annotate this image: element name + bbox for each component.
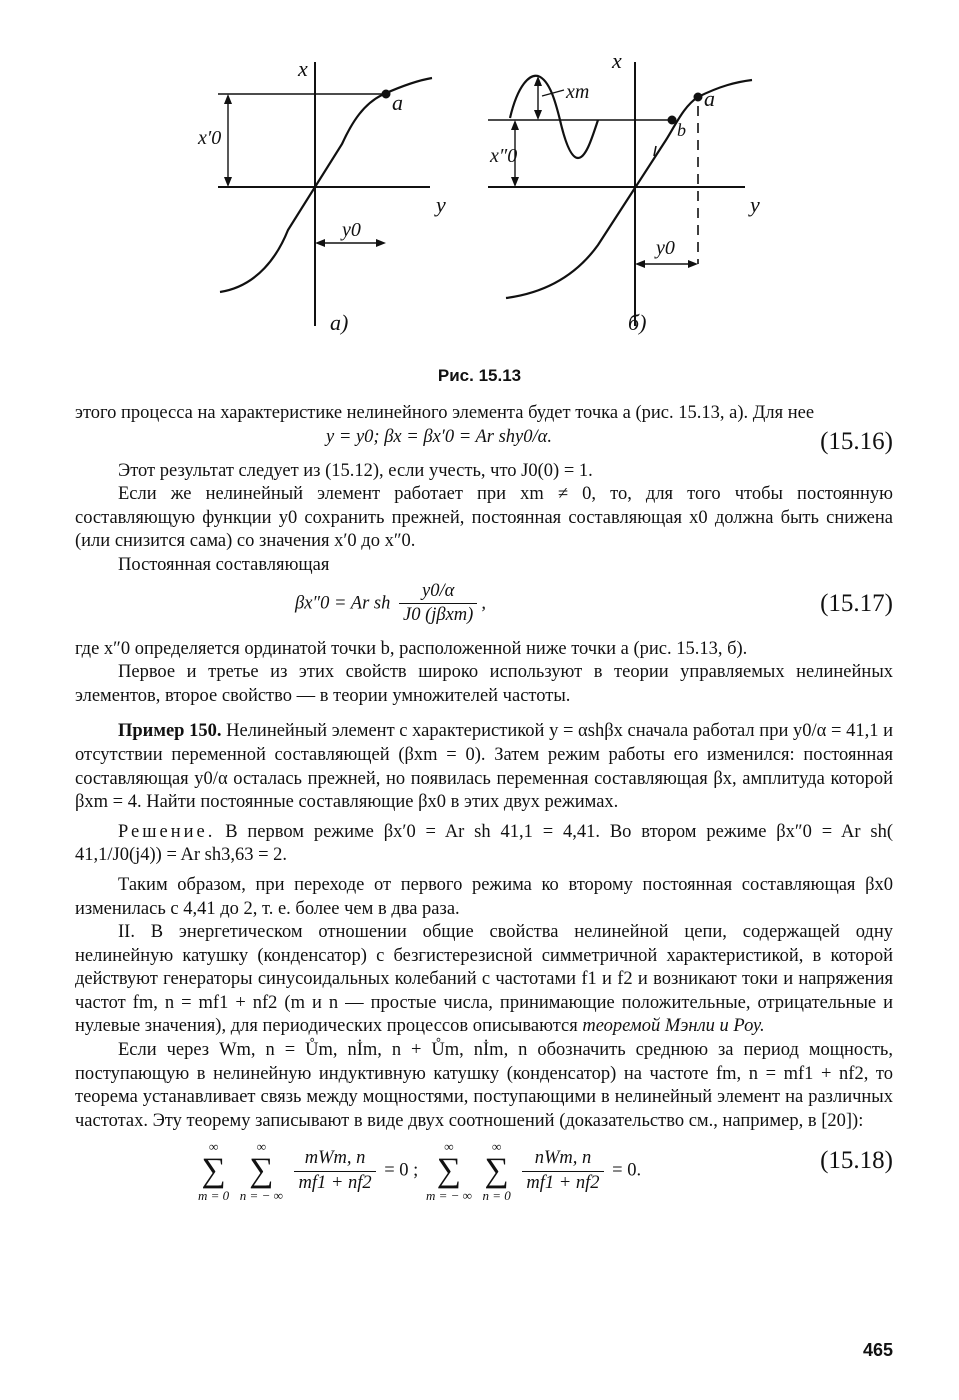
paragraph-7 [75,720,893,814]
panel-b-y0-label: y0 [656,237,675,259]
panel-b-point-b [669,117,676,124]
panel-a-point-a-label: a [392,90,403,115]
equation-15-17-fraction [399,580,477,628]
equation-15-17-tail: , [481,592,486,613]
panel-a-arrowhead-right [376,239,386,247]
equation-15-18-body [195,1139,641,1203]
paragraph-1: этого процесса на характеристике нелинейного элемента будет точка a (рис. 15.13, а). Для нее [75,403,815,423]
paragraph-2: Этот результат следует из (15.12), если учесть, что J0(0) = 1. [118,460,593,481]
panel-a-arrowhead-left [315,239,325,247]
equation-15-16 [75,426,893,460]
sum-n-inf: ∞ ∑ n = − ∞ [239,1139,283,1204]
panel-b-xm-label: xm [566,81,590,103]
sum-n-0: ∞ ∑ n = 0 [482,1139,511,1204]
panel-a-y-label: y [436,192,446,217]
paragraph-8 [75,821,893,868]
figure-caption: Рис. 15.13 [437,366,522,385]
example-body: Нелинейный элемент с характеристикой y = αshβx сначала работал при y0/α = 41,1 и отсутствии переменной составляющей (βxm = 0). Затем режим работы его изменился: постоянная составляющая y0/α осталась прежней, но появилась переменная составляющая βx, амплитуда которой βxm = 4. Найти постоянные составляющие βx0 в этих двух режимах. [75,721,893,813]
equation-15-18-eq-1: = 0 ; [384,1160,419,1181]
equation-15-17-body [295,580,486,628]
panel-b-x0-label: x″0 [490,145,518,167]
equation-15-18 [75,1133,893,1209]
equation-15-18-fraction-2: $\frac{\text{nWm, n}}{mf1 + nf2}$ [522,1147,603,1195]
panel-b-panel-label: б) [628,310,647,335]
panel-a-panel-label: а) [330,310,349,335]
panel-b-arrowhead-right [688,260,698,268]
paragraph-11: Если через Wm, n = Ům, nİm, n + Ům, nİm, n обозначить среднюю за период мощность, поступающую в нелинейную индуктивную катушку (конденсатор) на частоте fm, n = mf1 + nf2, то теорема устанавливает связь между мощностями, поступающими в нелинейный элемент на различных частотах. Эту теорему записывают в виде двух соотношений (доказательство см., например, в [20]): [75,1040,893,1131]
paragraph-9: Таким образом, при переходе от первого режима ко второму постоянная составляющая βx0 изменилась с 4,41 до 2, т. е. более чем в два раза. [75,874,893,919]
panel-b-point-a [695,94,702,101]
equation-15-17-left: βx″0 = Ar sh [295,592,391,613]
paragraph-4: Постоянная составляющая [118,554,330,575]
equation-15-18-number: (15.18) [820,1147,893,1175]
solution-body: В первом режиме βx′0 = Ar sh 41,1 = 4,41. Во втором режиме βx″0 = Ar sh( 41,1/J0(j4)) = Ar sh3,63 = 2. [75,821,893,866]
panel-b-arrowhead-down [511,177,519,187]
panel-a-x0-label: x′0 [198,127,222,149]
example-heading: Пример 150. [118,721,222,742]
equation-15-18-eq-2: = 0. [612,1160,642,1181]
paragraph-6: Первое и третье из этих свойств широко используют в теории управляемых нелинейных элементов, второе свойство — в теории умножителей частоты. [75,662,893,706]
equation-15-17 [75,578,893,638]
panel-a-x-label: x [298,56,308,81]
equation-15-16-body: y = y0; βx = βx′0 = Ar shy0/α. [326,426,552,447]
theorem-name: теоремой Мэнли и Роу. [582,1016,765,1037]
figure-15-13 [180,40,800,340]
panel-b-characteristic [506,80,752,298]
panel-b-y-label: y [750,192,760,217]
equation-15-17-numerator: y0/α [399,580,477,605]
solution-heading: Решение. [118,821,216,842]
page-text [75,402,893,1209]
paragraph-5: где x″0 определяется ординатой точки b, расположенной ниже точки a (рис. 15.13, б). [75,638,748,659]
equation-15-16-number: (15.16) [820,427,893,455]
equation-15-17-denominator: J0 (jβxm) [402,605,474,626]
sum-m-inf: ∞ ∑ m = − ∞ [425,1139,472,1204]
sum-m-0: ∞ ∑ m = 0 [198,1139,230,1204]
theorem-intro: II. В энергетическом отношении общие свойства нелинейной цепи, содержащей одну нелинейную катушку (конденсатор) с безгистерезисной симметричной характеристикой, в которой действуют генераторы синусоидальных колебаний с частотами f1 и f2 и возникают токи и напряжения частот fm, n = mf1 + nf2 (m и n — простые числа, принимающие положительные, отрицательные и нулевые значения), для периодических процессов описываются [75,922,893,1037]
equation-15-18-fraction-1: $\frac{\text{mWm, n}}{mf1 + nf2}$ [294,1147,375,1195]
paragraph-10 [75,921,893,1039]
panel-a-y0-label: y0 [342,219,361,241]
panel-b-x-label: x [612,48,622,73]
panel-a-arrowhead-up [224,94,232,104]
panel-a-arrowhead-down [224,177,232,187]
panel-a-point-a [383,91,390,98]
panel-b-point-a-label: a [704,86,715,111]
panel-b-arrowhead-up [511,120,519,130]
page-number: 465 [862,1340,893,1360]
panel-b-point-b-label: b [677,120,686,140]
equation-15-17-number: (15.17) [820,589,893,617]
paragraph-3: Если же нелинейный элемент работает при xm ≠ 0, то, для того чтобы постоянную составляющую функции y0 сохранить прежней, постоянная составляющая x0 должна быть снижена (или снизится сама) со значения x′0 до x″0. [75,484,893,552]
panel-b-xm-arrowhead-down [534,110,542,120]
panel-b-arrowhead-left [635,260,645,268]
